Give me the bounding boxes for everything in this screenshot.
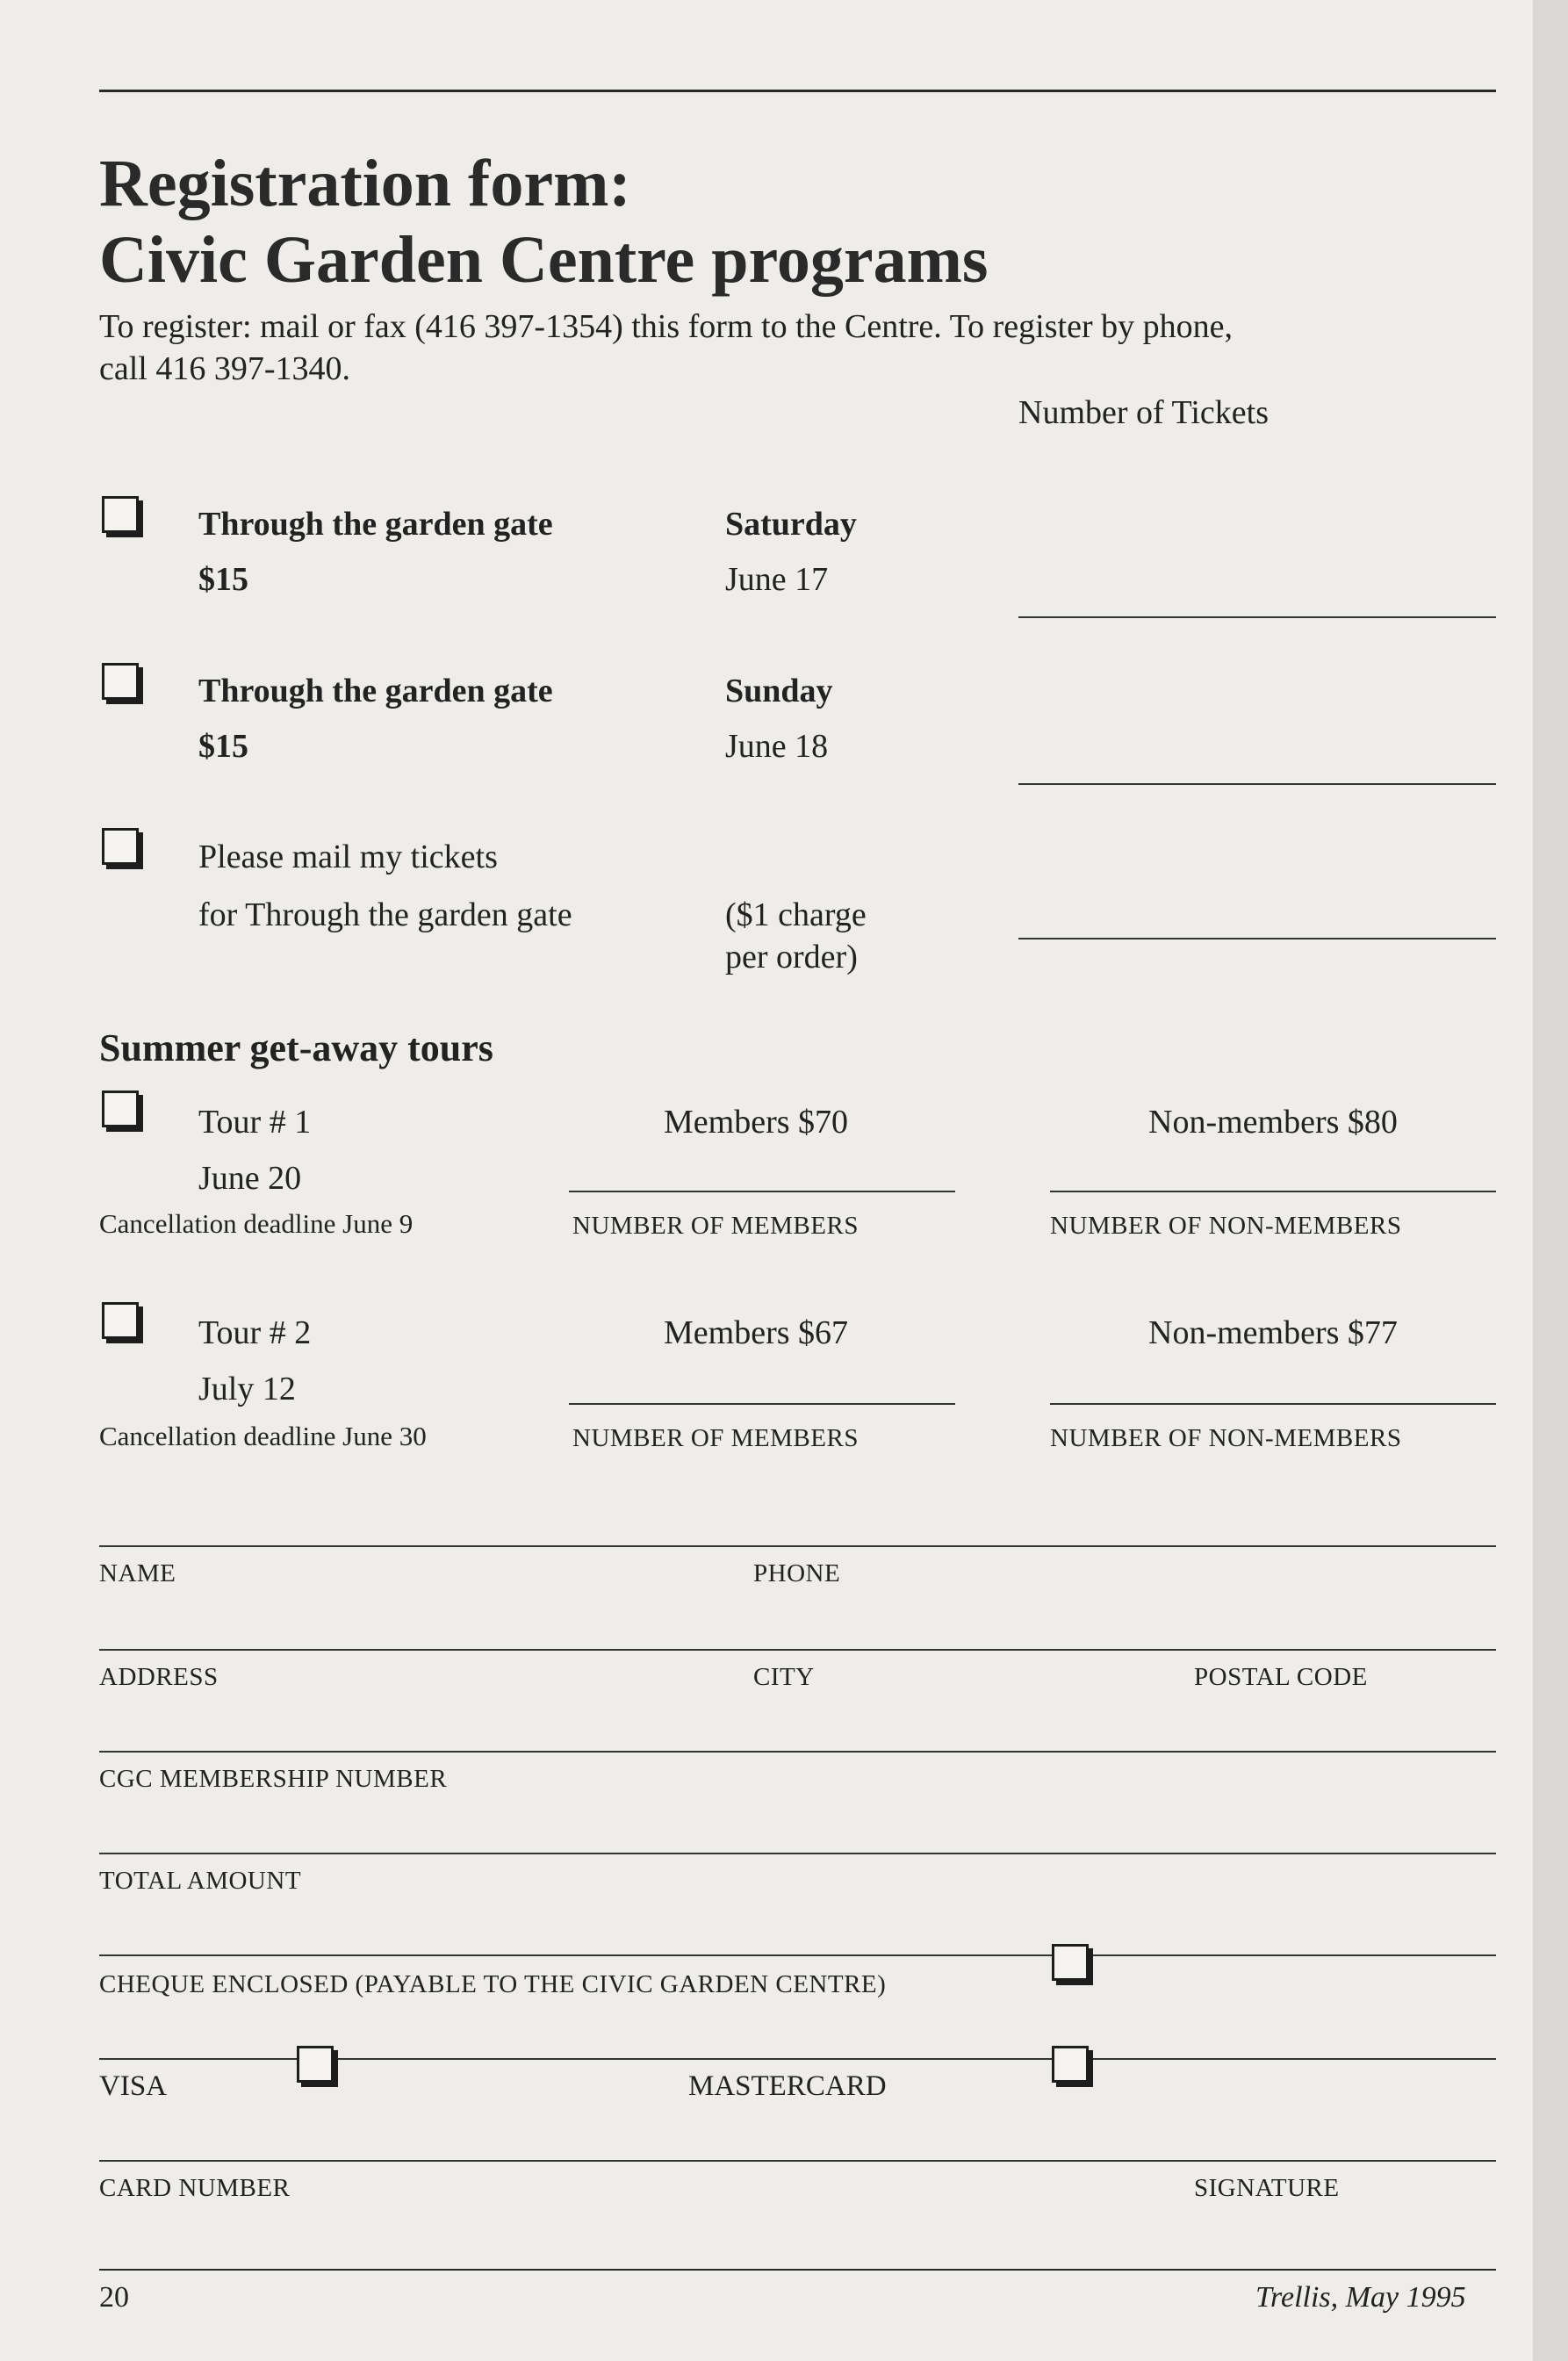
cheque-checkbox[interactable]: [1052, 1944, 1089, 1981]
mail-option-label: Please mail my tickets: [198, 839, 498, 875]
event-price: $15: [198, 728, 248, 765]
tour-date: July 12: [198, 1371, 296, 1407]
name-phone-line[interactable]: [99, 1545, 1496, 1547]
membership-line[interactable]: [99, 1751, 1496, 1753]
tour2-checkbox[interactable]: [102, 1302, 139, 1339]
tour2-members-field[interactable]: [569, 1403, 955, 1405]
tour-name: Tour # 2: [198, 1314, 312, 1351]
address-label: ADDRESS: [99, 1663, 219, 1691]
intro-text: To register: mail or fax (416 397-1354) this form to the Centre. To register by phone,: [99, 308, 1233, 345]
tour-deadline: Cancellation deadline June 9: [99, 1208, 414, 1239]
page-title: Registration form:: [99, 147, 631, 220]
event-sunday-checkbox[interactable]: [102, 663, 139, 700]
mastercard-label: MASTERCARD: [688, 2070, 887, 2102]
card-number-label: CARD NUMBER: [99, 2174, 291, 2202]
event-name: Through the garden gate: [198, 506, 553, 543]
page-title-line2: Civic Garden Centre programs: [99, 223, 989, 297]
tour1-members-field[interactable]: [569, 1191, 955, 1192]
tour-date: June 20: [198, 1160, 302, 1197]
publication-credit: Trellis, May 1995: [1255, 2281, 1466, 2314]
tour2-nonmembers-field[interactable]: [1050, 1403, 1496, 1405]
intro-text-2: call 416 397-1340.: [99, 350, 351, 387]
cheque-label: CHEQUE ENCLOSED (PAYABLE TO THE CIVIC GARDEN CENTRE): [99, 1970, 887, 1998]
cheque-line: [99, 1954, 1496, 1956]
event-date: June 18: [725, 728, 829, 765]
city-label: CITY: [753, 1663, 815, 1691]
event-name: Through the garden gate: [198, 673, 553, 709]
tour-members-price: Members $70: [664, 1104, 849, 1141]
membership-label: CGC MEMBERSHIP NUMBER: [99, 1765, 448, 1793]
members-label: NUMBER OF MEMBERS: [572, 1212, 859, 1240]
event-day: Sunday: [725, 673, 833, 709]
members-label: NUMBER OF MEMBERS: [572, 1424, 859, 1452]
tour-nonmembers-price: Non-members $80: [1148, 1104, 1398, 1141]
page-edge: [1533, 0, 1568, 2361]
phone-label: PHONE: [753, 1559, 841, 1587]
footer-rule: [99, 2269, 1496, 2271]
visa-checkbox[interactable]: [297, 2046, 334, 2083]
mail-option-label-2: for Through the garden gate: [198, 896, 572, 933]
tour-name: Tour # 1: [198, 1104, 312, 1141]
tickets-saturday-field[interactable]: [1018, 616, 1496, 618]
tours-heading: Summer get-away tours: [99, 1026, 493, 1069]
event-saturday-checkbox[interactable]: [102, 496, 139, 533]
event-price: $15: [198, 561, 248, 598]
tickets-sunday-field[interactable]: [1018, 783, 1496, 785]
visa-label: VISA: [99, 2070, 168, 2102]
tour-nonmembers-price: Non-members $77: [1148, 1314, 1398, 1351]
mail-charge: ($1 charge: [725, 896, 867, 933]
total-line[interactable]: [99, 1853, 1496, 1854]
tour-members-price: Members $67: [664, 1314, 849, 1351]
tour-deadline: Cancellation deadline June 30: [99, 1421, 427, 1451]
total-label: TOTAL AMOUNT: [99, 1867, 302, 1895]
page-number: 20: [99, 2281, 129, 2314]
tour1-checkbox[interactable]: [102, 1091, 139, 1127]
event-day: Saturday: [725, 506, 857, 543]
tour1-nonmembers-field[interactable]: [1050, 1191, 1496, 1192]
tickets-column-label: Number of Tickets: [1018, 394, 1269, 431]
event-date: June 17: [725, 561, 829, 598]
name-label: NAME: [99, 1559, 176, 1587]
card-signature-line[interactable]: [99, 2160, 1496, 2162]
nonmembers-label: NUMBER OF NON-MEMBERS: [1050, 1424, 1402, 1452]
top-rule: [99, 90, 1496, 92]
mail-tickets-checkbox[interactable]: [102, 828, 139, 865]
postal-code-label: POSTAL CODE: [1194, 1663, 1368, 1691]
nonmembers-label: NUMBER OF NON-MEMBERS: [1050, 1212, 1402, 1240]
tickets-mail-field[interactable]: [1018, 938, 1496, 939]
mastercard-checkbox[interactable]: [1052, 2046, 1089, 2083]
signature-label: SIGNATURE: [1194, 2174, 1340, 2202]
address-line[interactable]: [99, 1649, 1496, 1651]
mail-charge-2: per order): [725, 939, 858, 975]
